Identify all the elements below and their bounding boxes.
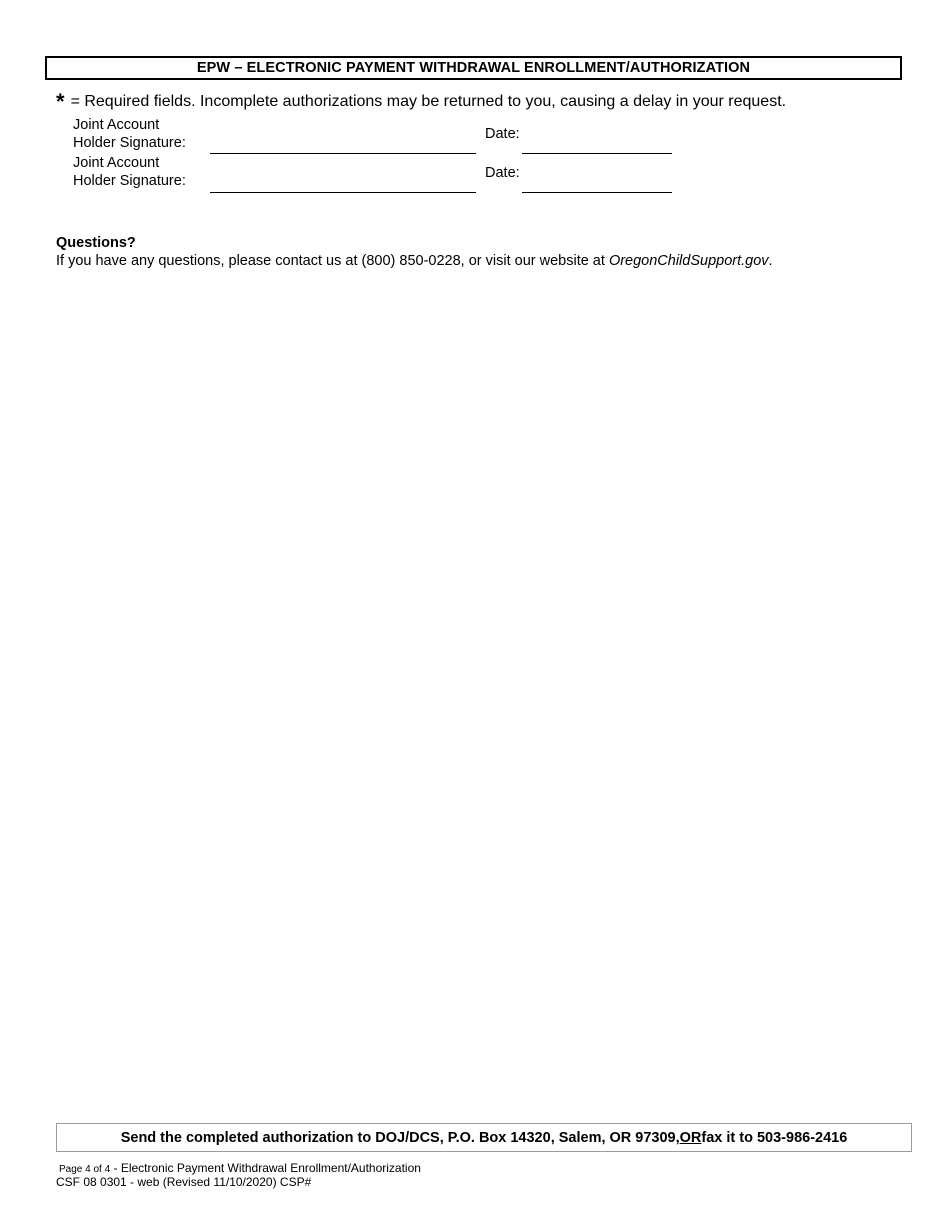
date-field-1[interactable] <box>522 153 672 154</box>
questions-text-after: . <box>768 253 773 269</box>
footer-form-id: CSF 08 0301 - web (Revised 11/10/2020) CSP# <box>56 1175 312 1189</box>
website-link[interactable]: OregonChildSupport.gov <box>608 253 769 269</box>
signature-label-line2: Holder Signature: <box>73 173 186 189</box>
joint-signature-field-1[interactable] <box>210 153 476 154</box>
send-or: OR <box>679 1129 702 1146</box>
send-before: Send the completed authorization to DOJ/DCS, P.O. Box 14320, Salem, OR 97309, <box>120 1129 680 1146</box>
send-after: fax it to 503-986-2416 <box>701 1129 848 1146</box>
questions-text-before: If you have any questions, please contact us at (800) 850-0228, or visit our website at <box>56 253 609 269</box>
page-number: Page 4 of 4 <box>59 1164 111 1175</box>
footer-doc-title: - Electronic Payment Withdrawal Enrollment/Authorization <box>110 1161 421 1175</box>
form-title <box>45 56 902 80</box>
required-marker: * <box>56 89 65 114</box>
date-label-1: Date: <box>485 126 520 142</box>
questions-heading: Questions? <box>56 235 136 251</box>
questions-text <box>56 253 773 269</box>
required-note-text: = Required fields. Incomplete authorizations may be returned to you, causing a delay in your request. <box>70 93 787 110</box>
signature-label-line1: Joint Account <box>73 117 160 133</box>
mailing-instructions <box>56 1123 912 1152</box>
required-fields-note <box>56 86 786 112</box>
footer-page-info <box>59 1161 421 1175</box>
signature-label-line2: Holder Signature: <box>73 135 186 151</box>
date-label-2: Date: <box>485 165 520 181</box>
joint-signature-field-2[interactable] <box>210 192 476 193</box>
form-title-text: EPW – ELECTRONIC PAYMENT WITHDRAWAL ENROLLMENT/AUTHORIZATION <box>196 60 751 76</box>
signature-label-line1: Joint Account <box>73 155 160 171</box>
date-field-2[interactable] <box>522 192 672 193</box>
joint-signature-label-1 <box>73 116 203 152</box>
joint-signature-label-2 <box>73 154 203 190</box>
